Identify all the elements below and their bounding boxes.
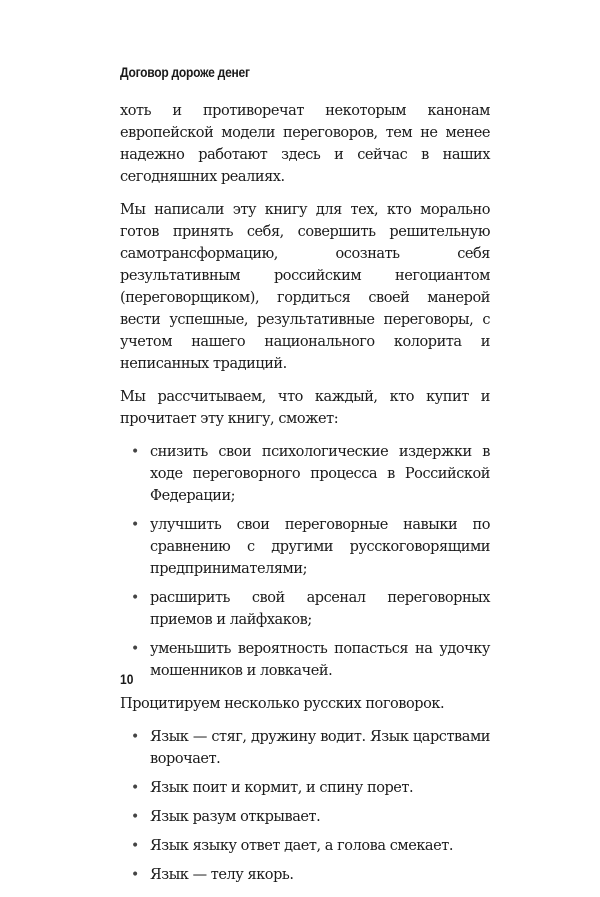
- list-item: [120, 835, 490, 857]
- list-item: [120, 864, 490, 886]
- list-item-text: уменьшить вероятность попасться на удочку мошенников и ловкачей.: [150, 641, 490, 679]
- list-item: [120, 726, 490, 770]
- bullet-icon: •: [131, 838, 139, 854]
- list-item-text: Язык — телу якорь.: [150, 867, 294, 883]
- list-item: [120, 587, 490, 631]
- bullet-icon: •: [131, 590, 139, 606]
- bullet-icon: •: [131, 517, 139, 533]
- bullet-icon: •: [131, 729, 139, 745]
- page-body: [120, 100, 490, 897]
- proverbs-list: [120, 726, 490, 886]
- list-item-text: Язык языку ответ дает, а голова смекает.: [150, 838, 453, 854]
- list-item: [120, 514, 490, 580]
- list-item: [120, 777, 490, 799]
- running-head-title: Договор дороже денег: [120, 64, 250, 80]
- list-item: [120, 441, 490, 507]
- paragraph: Мы написали эту книгу для тех, кто морально готов принять себя, совершить решительную самотрансформацию, осознать себя результативным российским негоциантом (переговорщиком), гордиться своей манерой вести успешные, результативные переговоры, с учетом нашего национального колорита и неписанных традиций.: [120, 202, 490, 372]
- list-item-text: Язык поит и кормит, и спину порет.: [150, 780, 414, 796]
- skills-list: [120, 441, 490, 682]
- bullet-icon: •: [131, 780, 139, 796]
- list-item-text: улучшить свои переговорные навыки по сравнению с другими русскоговорящими предпринимателями;: [150, 517, 490, 577]
- paragraph: Мы рассчитываем, что каждый, кто купит и прочитает эту книгу, сможет:: [120, 389, 490, 427]
- list-item-text: Язык — стяг, дружину водит. Язык царствами ворочает.: [150, 729, 490, 767]
- list-item-text: расширить свой арсенал переговорных приемов и лайфхаков;: [150, 590, 490, 628]
- paragraph: Процитируем несколько русских поговорок.: [120, 696, 445, 712]
- list-item-text: снизить свои психологические издержки в ходе переговорного процесса в Российской Федерации;: [150, 444, 490, 504]
- bullet-icon: •: [131, 867, 139, 883]
- bullet-icon: •: [131, 809, 139, 825]
- bullet-icon: •: [131, 641, 139, 657]
- page-number: 10: [120, 671, 134, 687]
- paragraph: хоть и противоречат некоторым канонам европейской модели переговоров, тем не менее надежно работают здесь и сейчас в наших сегодняшних реалиях.: [120, 103, 490, 185]
- bullet-icon: •: [131, 444, 139, 460]
- list-item: [120, 806, 490, 828]
- list-item: [120, 638, 490, 682]
- list-item-text: Язык разум открывает.: [150, 809, 321, 825]
